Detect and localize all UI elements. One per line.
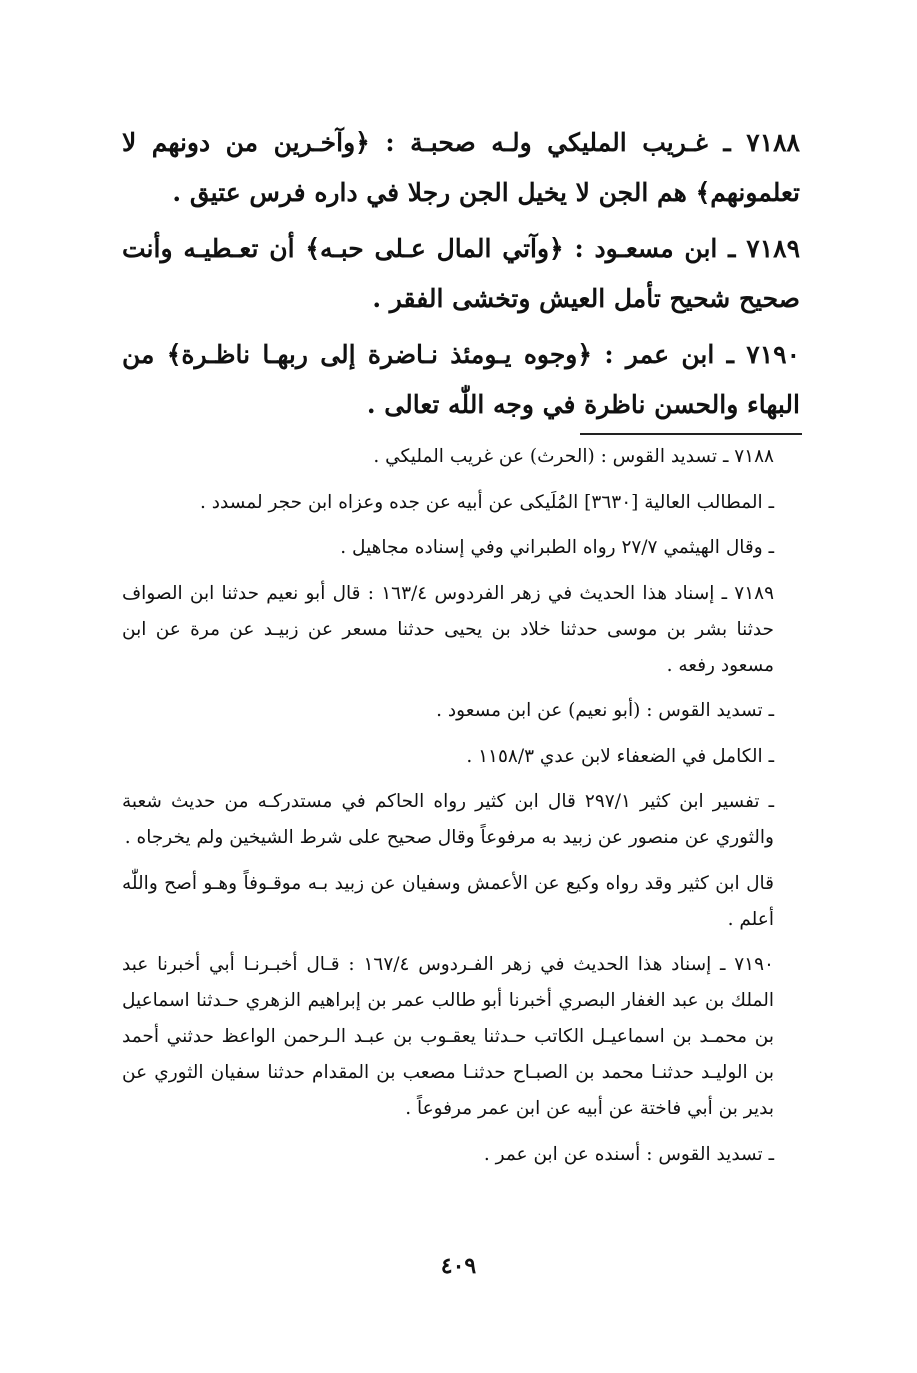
entry-number: ٧١٨٨ xyxy=(746,128,800,157)
footnote-7189: ٧١٨٩ ـ إسناد هذا الحديث في زهر الفردوس ١٦٣/٤ : قال أبو نعيم حدثنا ابن الصواف حدثنا بشر بن موسى حدثنا خلاد بن يحيى حدثنا مسعر عن زبيـد عن مرة عن ابن مسعود رفعه . xyxy=(122,582,775,676)
footnote-line: ـ المطالب العالية [٣٦٣٠] المُلَيكى عن أبيه عن جده وعزاه ابن حجر لمسدد . xyxy=(200,491,774,513)
entry-number: ٧١٩٠ xyxy=(746,340,800,369)
entry-number: ٧١٨٩ xyxy=(746,234,800,263)
footnote-7188: ٧١٨٨ ـ تسديد القوس : (الحرث) عن غريب المليكي . xyxy=(373,446,774,467)
page-number: ٤٠٩ xyxy=(440,1253,477,1279)
entry-7190 xyxy=(122,330,800,430)
entry-text: ـ ابن مسعـود : ﴿وآتي المال عـلى حبـه﴾ أن تعـطيـه وأنت صحيح شحيح تأمل العيش وتخشى الفقر . xyxy=(122,234,800,313)
entry-text: ـ ابن عمر : ﴿وجوه يـومئذ نـاضرة إلى ربهـا ناظـرة﴾ من البهاء والحسن ناظرة في وجه اللّٰه تعالى . xyxy=(122,340,800,419)
footnote-line: ـ وقال الهيثمي ٢٧/٧ رواه الطبراني وفي إسناده مجاهيل . xyxy=(340,537,774,558)
footnote-line: قال ابن كثير وقد رواه وكيع عن الأعمش وسفيان عن زبيد بـه موقـوفاً وهـو أصح واللّٰه أعلم . xyxy=(122,872,774,930)
footnotes xyxy=(122,439,800,1182)
entry-7188 xyxy=(122,118,800,218)
entry-text: ـ غـريب المليكي ولـه صحبـة : ﴿وآخـرين من دونهم لا تعلمونهم﴾ هم الجن لا يخيل الجن رجلا في داره فرس عتيق . xyxy=(122,128,800,207)
main-text xyxy=(122,118,800,436)
footnote-line: ـ تفسير ابن كثير ٢٩٧/١ قال ابن كثير رواه الحاكم في مستدركـه من حديث شعبة والثوري عن منصور عن زبيد به مرفوعاً وقال صحيح على شرط الشيخين ولم يخرجاه . xyxy=(122,791,774,848)
footnote-line: ـ تسديد القوس : أسنده عن ابن عمر . xyxy=(483,1143,774,1165)
footnote-line: ـ تسديد القوس : (أبو نعيم) عن ابن مسعود . xyxy=(436,700,774,721)
entry-7189 xyxy=(122,224,800,324)
footnote-divider xyxy=(580,433,802,435)
footnote-line: ـ الكامل في الضعفاء لابن عدي ١١٥٨/٣ . xyxy=(466,745,774,767)
footnote-7190: ٧١٩٠ ـ إسناد هذا الحديث في زهر الفـردوس ١٦٧/٤ : قـال أخبـرنـا أبي أخبرنا عبد الملك بن عبد الغفار البصري أخبرنا أبو طالب عمر بن إبراهيم الزهري حـدثنا اسماعيل بن محمـد بن اسماعيـل الكاتب حـدثنا يعقـوب بن عبـد الـرحمن الواعظ حدثني أحمد بن الوليـد حدثنـا محمد بن الصبـاح حدثنـا مصعب بن المقدام حدثنا سفيان الثوري عن بدير بن أبي فاختة عن أبيه عن ابن عمر مرفوعاً . xyxy=(122,954,774,1119)
